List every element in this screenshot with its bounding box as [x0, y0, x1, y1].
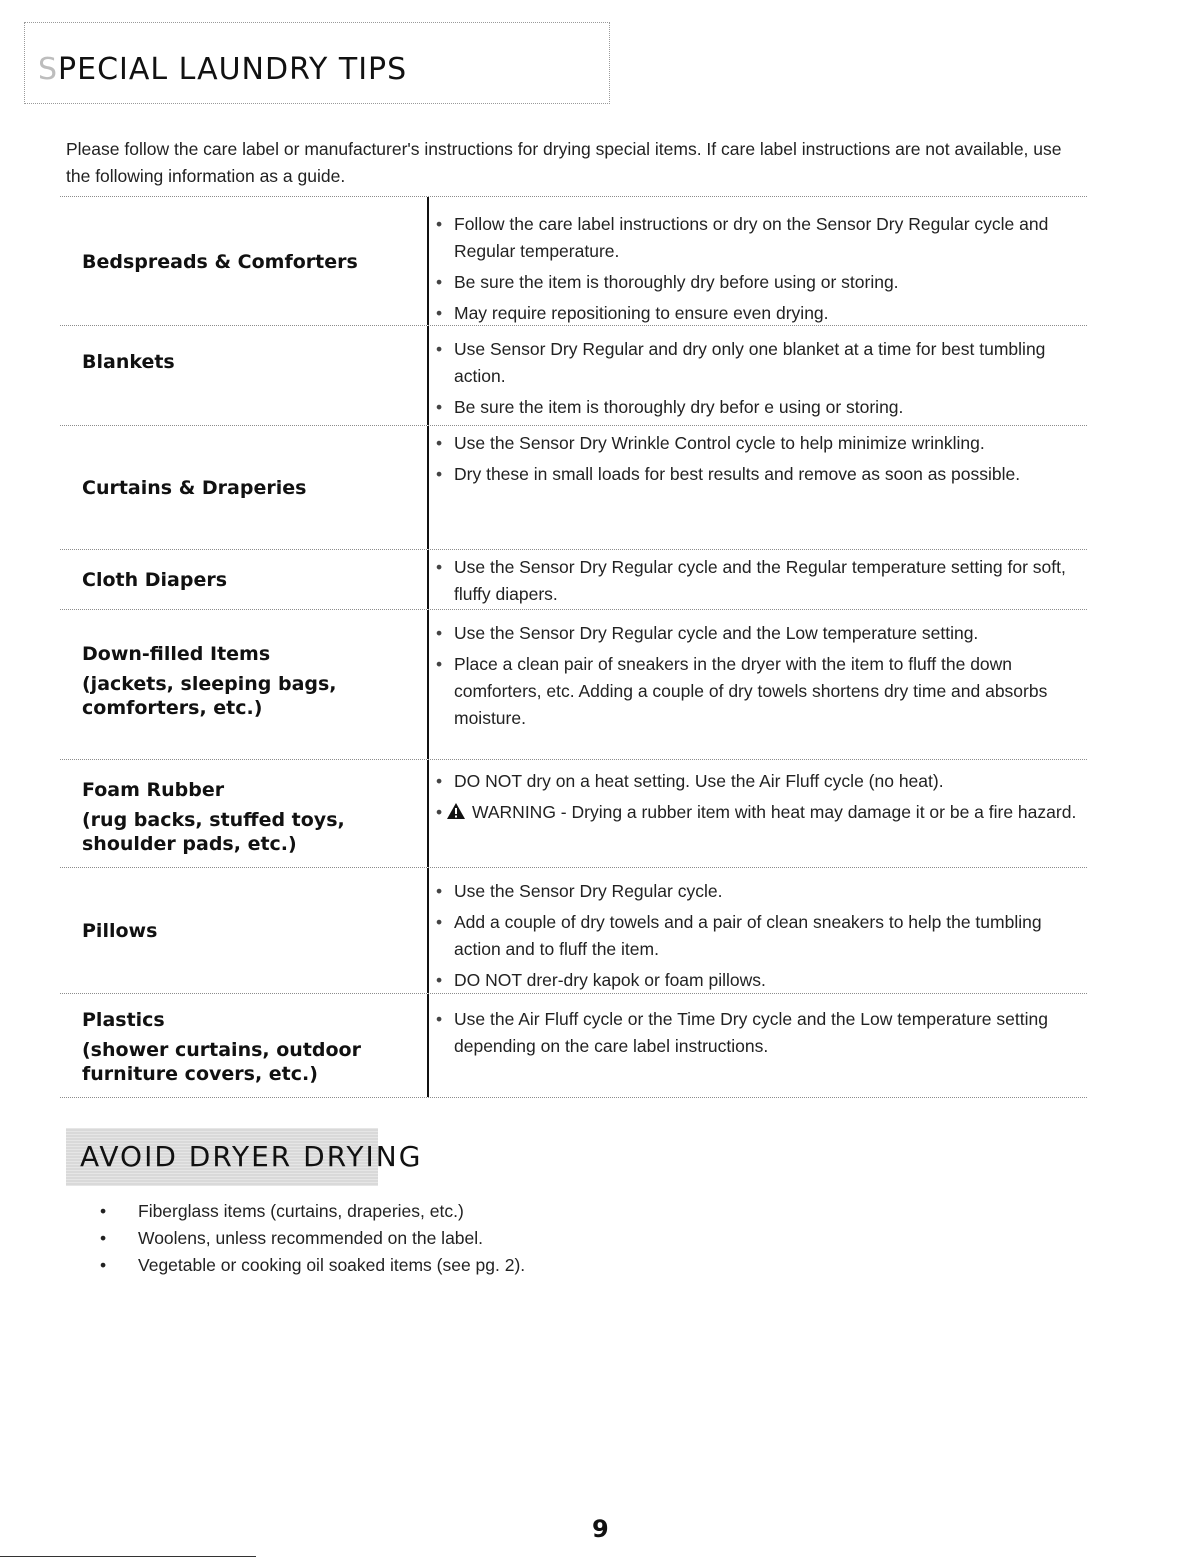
- bullet-icon: •: [436, 912, 443, 932]
- warning-icon: [464, 801, 466, 828]
- category-cell: [82, 868, 412, 994]
- list-item: • Woolens, unless recommended on the label.: [100, 1225, 525, 1252]
- column-divider: [427, 760, 429, 867]
- bullet-icon: •: [436, 802, 443, 822]
- avoid-list: [100, 1198, 525, 1279]
- table-row: [60, 196, 1087, 326]
- category-name: Foam Rubber: [82, 779, 225, 801]
- bullet-icon: •: [436, 1009, 443, 1029]
- tip-item: • Be sure the item is thoroughly dry before using or storing.: [436, 269, 1087, 296]
- category-name: Cloth Diapers: [82, 569, 228, 591]
- category-name: Plastics: [82, 1009, 165, 1031]
- tip-item: • Use the Sensor Dry Regular cycle.: [436, 878, 1087, 905]
- bullet-icon: •: [436, 771, 443, 791]
- tip-item: • Use the Sensor Dry Wrinkle Control cycle to help minimize wrinkling.: [436, 430, 1087, 457]
- bullet-icon: •: [436, 623, 443, 643]
- tips-cell: [436, 430, 1087, 492]
- category-cell: [82, 197, 412, 327]
- tips-table: [60, 196, 1087, 1098]
- bullet-icon: •: [436, 272, 443, 292]
- column-divider: [427, 994, 429, 1097]
- table-row: [60, 326, 1087, 426]
- column-divider: [427, 197, 429, 325]
- tip-item: • Use the Air Fluff cycle or the Time Dry cycle and the Low temperature setting depending on the care label instructions.: [436, 1006, 1087, 1060]
- bullet-icon: •: [436, 397, 443, 417]
- column-divider: [427, 868, 429, 993]
- bullet-icon: •: [436, 303, 443, 323]
- tip-item: • DO NOT dry on a heat setting. Use the Air Fluff cycle (no heat).: [436, 768, 1087, 795]
- column-divider: [427, 610, 429, 759]
- tip-item: • Use the Sensor Dry Regular cycle and the Regular temperature setting for soft, fluffy diapers.: [436, 554, 1087, 608]
- category-subtitle: (rug backs, stuffed toys, shoulder pads, etc.): [82, 809, 345, 855]
- bullet-icon: •: [436, 881, 443, 901]
- bullet-icon: •: [436, 557, 443, 577]
- tip-item: • Add a couple of dry towels and a pair of clean sneakers to help the tumbling action and to fluff the item.: [436, 909, 1087, 963]
- page-number: 9: [592, 1515, 609, 1543]
- bullet-icon: •: [436, 214, 443, 234]
- tips-cell: [436, 878, 1087, 998]
- tip-item: • May require repositioning to ensure even drying.: [436, 300, 1087, 327]
- tips-cell: [436, 211, 1087, 331]
- category-cell: [82, 326, 412, 398]
- tips-cell: [436, 1006, 1087, 1064]
- tips-cell: [436, 336, 1087, 425]
- tip-item: • Use the Sensor Dry Regular cycle and the Low temperature setting.: [436, 620, 1087, 647]
- bullet-icon: •: [436, 970, 443, 990]
- bullet-icon: •: [436, 433, 443, 453]
- bullet-icon: •: [436, 464, 443, 484]
- tip-item: • WARNING - Drying a rubber item with heat may damage it or be a fire hazard.: [436, 799, 1087, 828]
- footer-rule: [0, 1556, 256, 1557]
- tip-item: • Dry these in small loads for best results and remove as soon as possible.: [436, 461, 1087, 488]
- table-row: [60, 426, 1087, 550]
- tip-item: • DO NOT drer-dry kapok or foam pillows.: [436, 967, 1087, 994]
- table-row: [60, 994, 1087, 1098]
- list-item: • Fiberglass items (curtains, draperies, etc.): [100, 1198, 525, 1225]
- bullet-icon: •: [100, 1255, 107, 1275]
- list-item: • Vegetable or cooking oil soaked items (see pg. 2).: [100, 1252, 525, 1279]
- bullet-icon: •: [436, 654, 443, 674]
- tip-item: • Follow the care label instructions or dry on the Sensor Dry Regular cycle and Regular temperature.: [436, 211, 1087, 265]
- tips-cell: [436, 620, 1087, 736]
- page-title: [38, 52, 407, 87]
- category-name: Pillows: [82, 920, 158, 942]
- category-cell: [82, 628, 412, 720]
- category-cell: [82, 994, 412, 1086]
- category-name: Bedspreads & Comforters: [82, 251, 358, 273]
- tips-cell: [436, 554, 1087, 612]
- table-row: [60, 760, 1087, 868]
- bullet-icon: •: [436, 339, 443, 359]
- avoid-heading: AVOID DRYER DRYING: [80, 1140, 423, 1173]
- category-cell: [82, 550, 412, 610]
- table-row: [60, 550, 1087, 610]
- tip-item: • Be sure the item is thoroughly dry befor e using or storing.: [436, 394, 1087, 421]
- table-row: [60, 868, 1087, 994]
- title-first-letter: S: [38, 52, 59, 87]
- tips-cell: [436, 768, 1087, 832]
- category-cell: [82, 764, 412, 856]
- column-divider: [427, 550, 429, 609]
- column-divider: [427, 426, 429, 549]
- category-name: Blankets: [82, 351, 175, 373]
- category-subtitle: (jackets, sleeping bags, comforters, etc.): [82, 673, 337, 719]
- category-cell: [82, 426, 412, 550]
- category-name: Down-filled Items: [82, 643, 271, 665]
- category-subtitle: (shower curtains, outdoor furniture covers, etc.): [82, 1039, 361, 1085]
- bullet-icon: •: [100, 1201, 107, 1221]
- column-divider: [427, 326, 429, 425]
- category-name: Curtains & Draperies: [82, 477, 307, 499]
- title-rest: PECIAL LAUNDRY TIPS: [58, 52, 408, 87]
- intro-paragraph: Please follow the care label or manufacturer's instructions for drying special items. If care label instructions are not available, use the following information as a guide.: [66, 139, 1062, 186]
- bullet-icon: •: [100, 1228, 107, 1248]
- table-row: [60, 610, 1087, 760]
- tip-item: • Place a clean pair of sneakers in the dryer with the item to fluff the down comforters, etc. Adding a couple of dry towels shortens dry time and absorbs moisture.: [436, 651, 1087, 732]
- tip-item: • Use Sensor Dry Regular and dry only one blanket at a time for best tumbling action.: [436, 336, 1087, 390]
